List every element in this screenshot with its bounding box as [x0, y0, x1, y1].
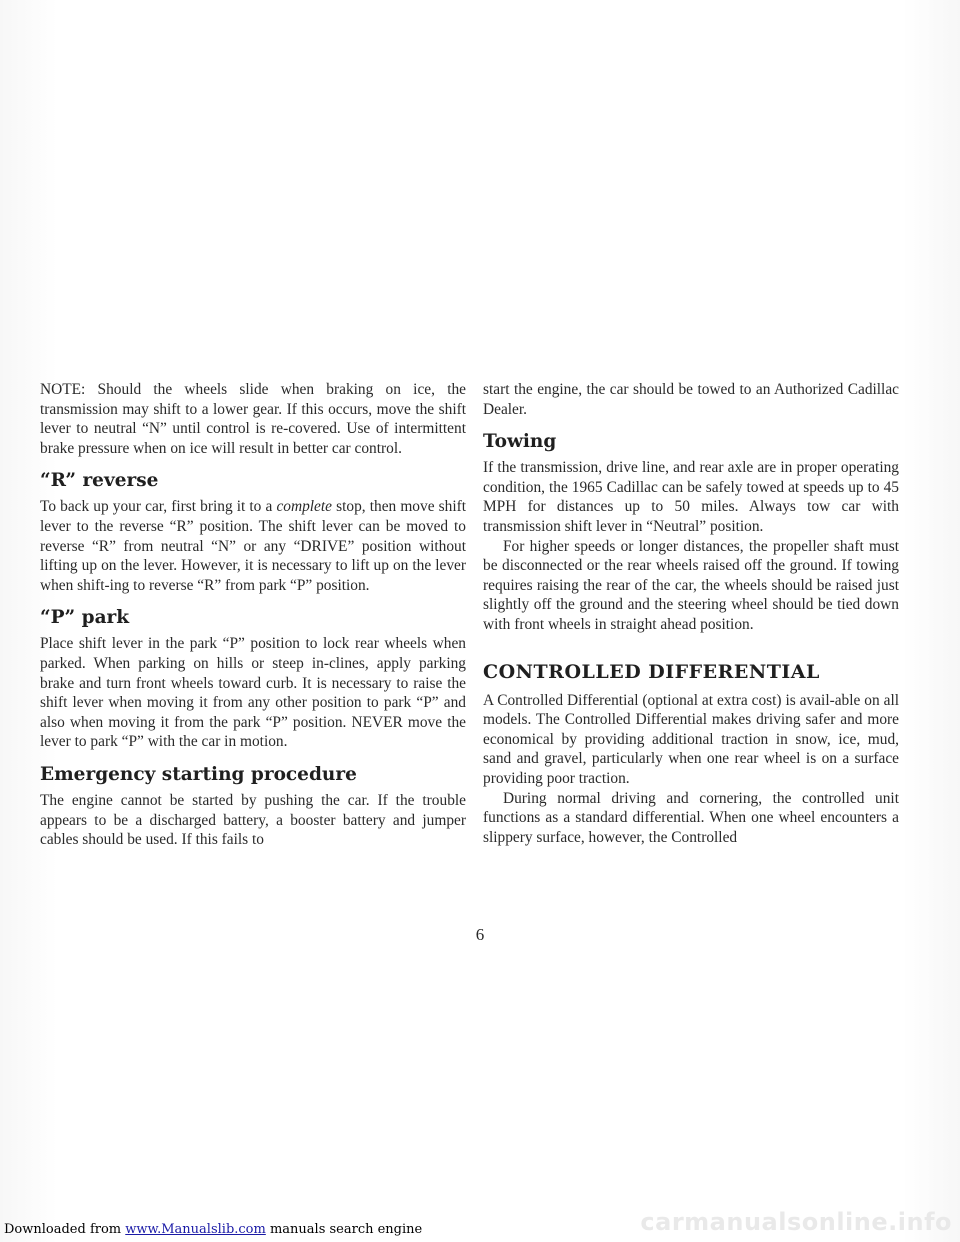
site-watermark: carmanualsonline.info — [640, 1208, 952, 1236]
differential-heading: CONTROLLED DIFFERENTIAL — [483, 660, 820, 683]
reverse-text-start: To back up your car, first bring it to a — [40, 498, 277, 516]
right-column — [483, 380, 899, 847]
left-column — [40, 380, 466, 850]
reverse-text-end: stop, then move shift lever to the reverse “R” position. The shift lever can be moved to reverse “R” from neutral “N” or any “DRIVE” position without lifting up on the lever. However, it is necessary to lift up on the lever when shift-ing to reverse “R” from park “P” position. — [40, 498, 466, 594]
download-footer — [4, 1222, 422, 1237]
towing-heading: Towing — [483, 431, 557, 453]
reverse-heading: “R” reverse — [40, 470, 159, 492]
manualslib-link[interactable]: www.Manualslib.com — [125, 1222, 266, 1237]
reverse-paragraph — [40, 497, 466, 595]
page-number: 6 — [475, 925, 485, 944]
reverse-emphasis: complete — [276, 498, 332, 516]
emergency-paragraph: The engine cannot be started by pushing the car. If the trouble appears to be a discharged battery, a booster battery and jumper cables should be used. If this fails to — [40, 791, 466, 849]
towing-paragraph-1: If the transmission, drive line, and rear axle are in proper operating condition, the 1965 Cadillac can be safely towed at speeds up to 45 MPH for distances up to 50 miles. Always tow car with transmission shift lever in “Neutral” position. — [483, 459, 899, 535]
emergency-heading: Emergency starting procedure — [40, 763, 357, 785]
continuation-paragraph: start the engine, the car should be towed to an Authorized Cadillac Dealer. — [483, 381, 899, 418]
park-heading: “P” park — [40, 607, 130, 629]
park-paragraph: Place shift lever in the park “P” position to lock rear wheels when parked. When parking on hills or steep in-clines, apply parking brake and turn front wheels toward curb. It is necessary to raise the shift lever when moving it from any other position to park “P” and also when moving it from the park “P” position. NEVER move the lever to park “P” with the car in motion. — [40, 635, 466, 751]
differential-paragraph-1: A Controlled Differential (optional at extra cost) is avail-able on all models. The Controlled Differential makes driving safer and more economical by providing additional traction in snow, ice, mud, sand and gravel, particularly when one rear wheel is on a surface providing poor traction. — [483, 691, 899, 787]
note-paragraph: NOTE: Should the wheels slide when braking on ice, the transmission may shift to a lower gear. If this occurs, move the shift lever to neutral “N” until control is re-covered. Use of intermittent brake pressure when on ice will result in better car control. — [40, 381, 466, 457]
towing-paragraph-2: For higher speeds or longer distances, the propeller shaft must be disconnected or the rear wheels raised off the ground. If towing requires raising the rear of the car, the wheels should be raised just slightly off the ground and the steering wheel should be tied down with front wheels in straight ahead position. — [483, 537, 899, 633]
footer-prefix: Downloaded from — [4, 1222, 126, 1237]
differential-paragraph-2: During normal driving and cornering, the controlled unit functions as a standard differential. When one wheel encounters a slippery surface, however, the Controlled — [483, 789, 899, 846]
footer-suffix: manuals search engine — [265, 1222, 423, 1237]
